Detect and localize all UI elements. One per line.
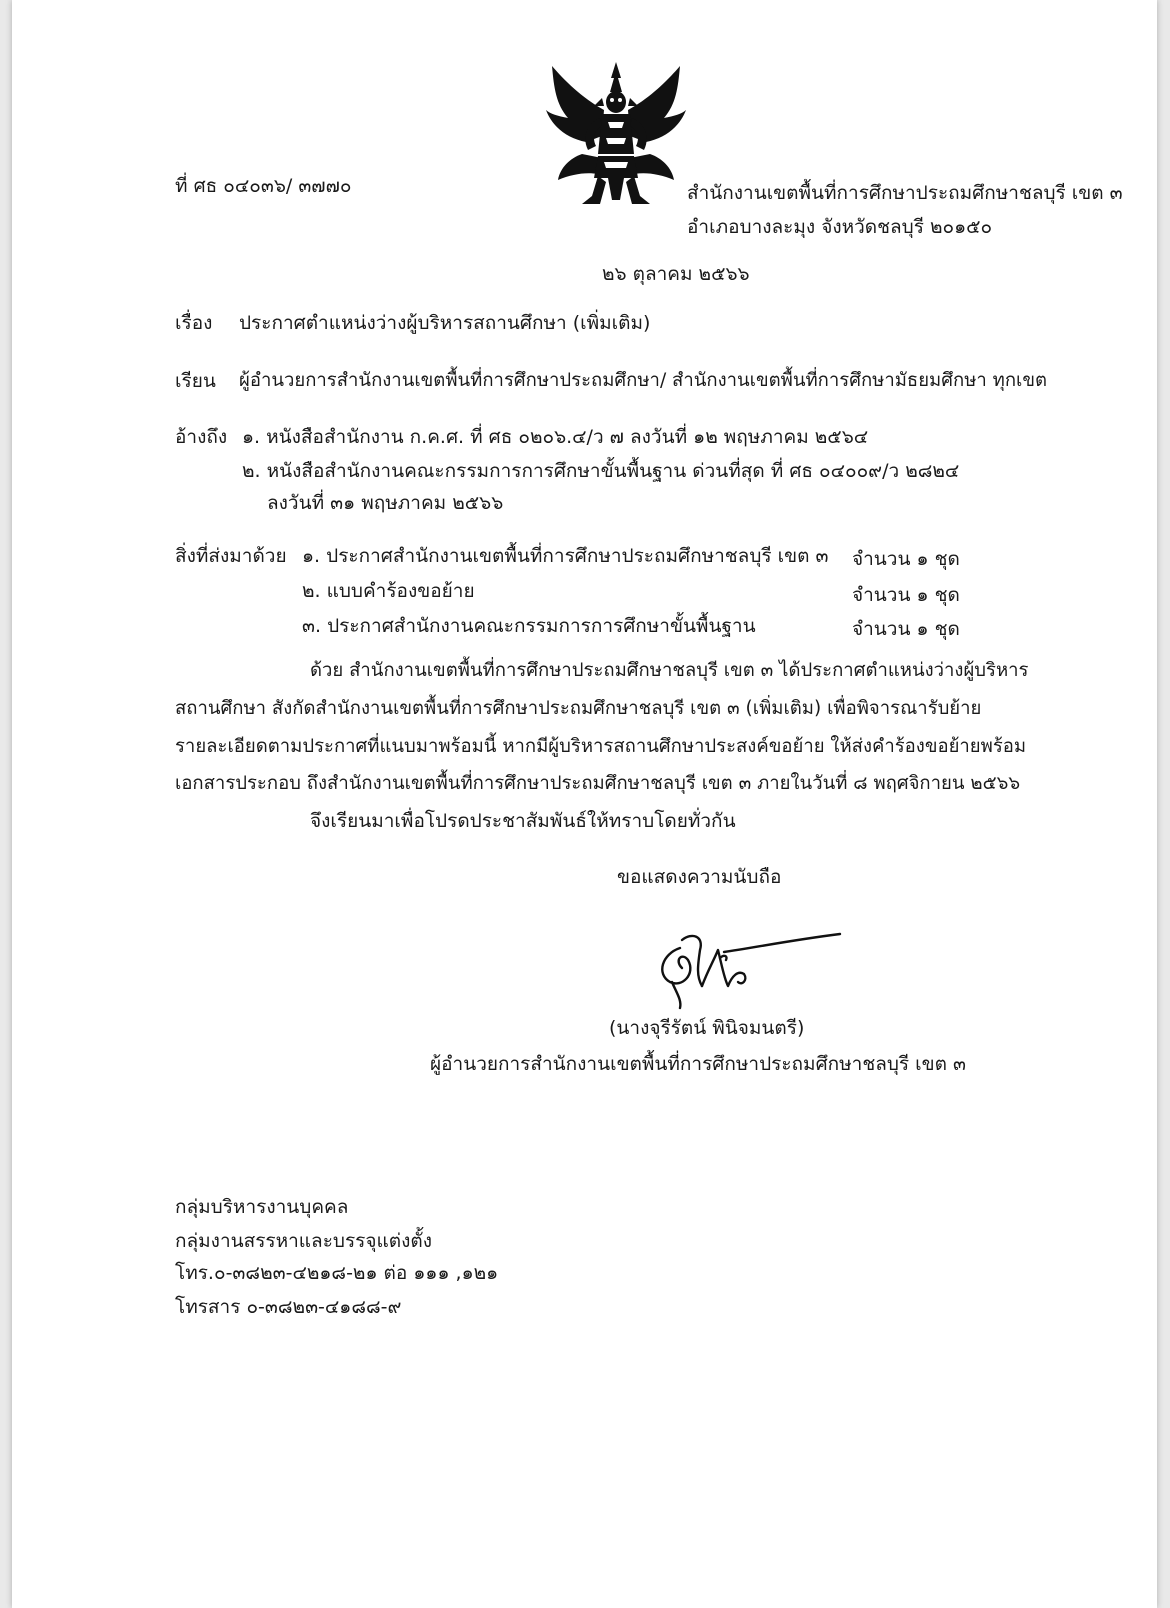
signer-position: ผู้อำนวยการสำนักงานเขตพื้นที่การศึกษาประถมศึกษาชลบุรี เขต ๓ <box>430 1053 967 1075</box>
document-page <box>12 0 1157 1608</box>
enclosures-label: สิ่งที่ส่งมาด้วย <box>175 545 287 567</box>
body-line-4: เอกสารประกอบ ถึงสำนักงานเขตพื้นที่การศึกษาประถมศึกษาชลบุรี เขต ๓ ภายในวันที่ ๘ พฤศจิกายน ๒๕๖๖ <box>175 773 1021 794</box>
office-address: อำเภอบางละมุง จังหวัดชลบุรี ๒๐๑๕๐ <box>687 216 993 238</box>
body-line-1: ด้วย สำนักงานเขตพื้นที่การศึกษาประถมศึกษาชลบุรี เขต ๓ ได้ประกาศตำแหน่งว่างผู้บริหาร <box>310 660 1029 681</box>
footer-work-group: กลุ่มงานสรรหาและบรรจุแต่งตั้ง <box>175 1230 432 1252</box>
enclosure-item-1: ๑. ประกาศสำนักงานเขตพื้นที่การศึกษาประถมศึกษาชลบุรี เขต ๓ <box>302 545 829 567</box>
enclosure-qty-1: จำนวน ๑ ชุด <box>852 548 960 570</box>
footer-phone: โทร.๐-๓๘๒๓-๔๒๑๘-๒๑ ต่อ ๑๑๑ ,๑๒๑ <box>175 1262 499 1284</box>
letter-date: ๒๖ ตุลาคม ๒๕๖๖ <box>602 263 750 285</box>
reference-item-2: ๒. หนังสือสำนักงานคณะกรรมการการศึกษาขั้นพื้นฐาน ด่วนที่สุด ที่ ศธ ๐๔๐๐๙/ว ๒๘๒๔ <box>242 460 960 482</box>
enclosure-qty-3: จำนวน ๑ ชุด <box>852 618 960 640</box>
subject-text: ประกาศตำแหน่งว่างผู้บริหารสถานศึกษา (เพิ่มเติม) <box>239 312 651 334</box>
recipient-label: เรียน <box>175 370 216 392</box>
regards-text: ขอแสดงความนับถือ <box>617 866 782 888</box>
office-name: สำนักงานเขตพื้นที่การศึกษาประถมศึกษาชลบุรี เขต ๓ <box>687 182 1123 204</box>
subject-label: เรื่อง <box>175 312 213 334</box>
body-line-2: สถานศึกษา สังกัดสำนักงานเขตพื้นที่การศึกษาประถมศึกษาชลบุรี เขต ๓ (เพิ่มเติม) เพื่อพิจารณารับย้าย <box>175 698 982 719</box>
enclosure-item-3: ๓. ประกาศสำนักงานคณะกรรมการการศึกษาขั้นพื้นฐาน <box>302 615 756 637</box>
reference-item-1: ๑. หนังสือสำนักงาน ก.ค.ศ. ที่ ศธ ๐๒๐๖.๔/ว ๗ ลงวันที่ ๑๒ พฤษภาคม ๒๕๖๔ <box>242 426 869 448</box>
body-line-3: รายละเอียดตามประกาศที่แนบมาพร้อมนี้ หากมีผู้บริหารสถานศึกษาประสงค์ขอย้าย ให้ส่งคำร้องขอย้ายพร้อม <box>175 736 1027 757</box>
references-label: อ้างถึง <box>175 426 228 448</box>
footer-fax: โทรสาร ๐-๓๘๒๓-๔๑๘๘-๙ <box>175 1296 402 1318</box>
enclosure-qty-2: จำนวน ๑ ชุด <box>852 584 960 606</box>
garuda-emblem-icon <box>542 58 690 208</box>
signature-icon <box>652 930 852 1010</box>
footer-department: กลุ่มบริหารงานบุคคล <box>175 1196 349 1218</box>
reference-item-2-date: ลงวันที่ ๓๑ พฤษภาคม ๒๕๖๖ <box>267 492 504 514</box>
closing-line: จึงเรียนมาเพื่อโปรดประชาสัมพันธ์ให้ทราบโดยทั่วกัน <box>310 810 736 832</box>
signer-name: (นางจุรีรัตน์ พินิจมนตรี) <box>609 1017 805 1039</box>
recipient-text: ผู้อำนวยการสำนักงานเขตพื้นที่การศึกษาประถมศึกษา/ สำนักงานเขตพื้นที่การศึกษามัธยมศึกษา ทุกเขต <box>239 370 1048 391</box>
reference-number: ที่ ศธ ๐๔๐๓๖/ ๓๗๗๐ <box>175 175 352 197</box>
enclosure-item-2: ๒. แบบคำร้องขอย้าย <box>302 580 475 602</box>
